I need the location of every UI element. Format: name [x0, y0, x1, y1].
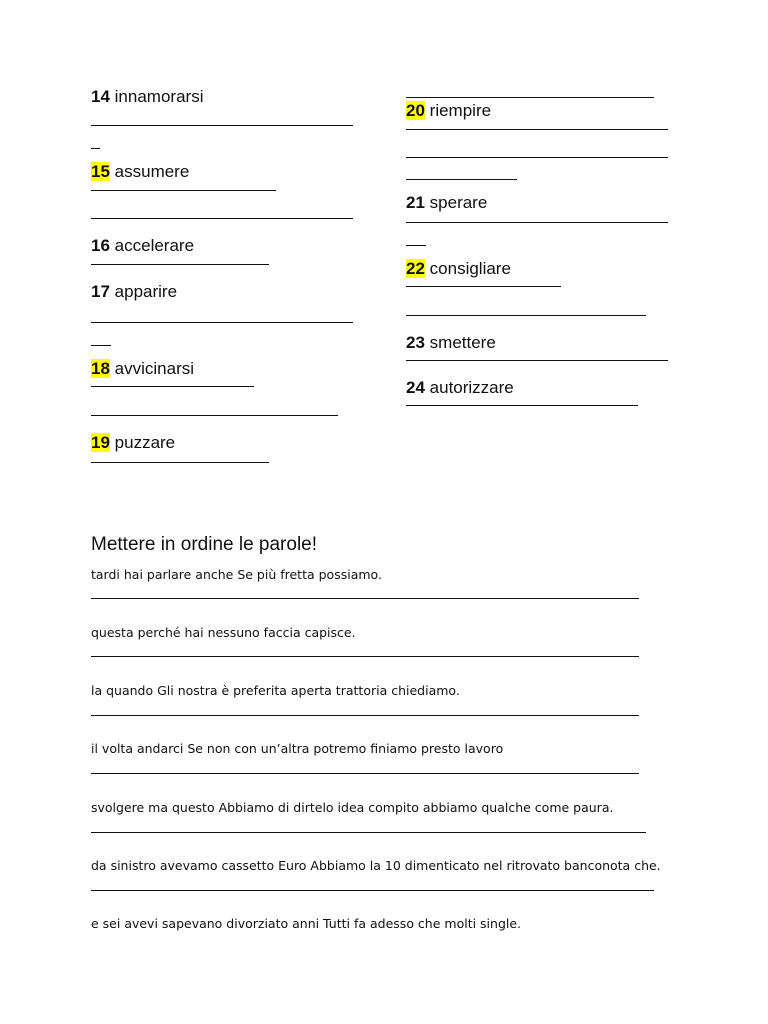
item-number: 21 — [406, 193, 425, 212]
answer-line-3[interactable] — [91, 715, 639, 716]
item-word: smettere — [429, 333, 496, 352]
item-19 — [91, 432, 361, 454]
sentence-4: il volta andarci Se non con un’altra potremo finiamo presto lavoro — [91, 741, 504, 756]
item-number: 20 — [406, 101, 425, 120]
answer-line-4[interactable] — [91, 773, 639, 774]
answer-line[interactable] — [406, 97, 654, 98]
item-number: 23 — [406, 333, 425, 352]
item-word: assumere — [114, 162, 190, 181]
item-17 — [91, 281, 361, 303]
item-word: autorizzare — [429, 378, 514, 397]
answer-line[interactable] — [91, 218, 353, 219]
item-word: sperare — [429, 193, 488, 212]
item-number: 22 — [406, 259, 425, 278]
answer-line[interactable] — [91, 125, 353, 126]
answer-line[interactable] — [406, 315, 646, 316]
left-column — [91, 86, 361, 463]
answer-line[interactable] — [91, 190, 276, 191]
item-number: 24 — [406, 378, 425, 397]
item-number: 16 — [91, 236, 110, 255]
answer-line[interactable] — [406, 286, 561, 287]
item-15 — [91, 161, 361, 183]
item-word: puzzare — [114, 433, 176, 452]
item-word: riempire — [429, 101, 492, 120]
answer-line[interactable] — [406, 157, 668, 158]
answer-line[interactable] — [91, 386, 254, 387]
answer-line[interactable] — [406, 245, 426, 246]
answer-line-5[interactable] — [91, 832, 646, 833]
answer-line-6[interactable] — [91, 890, 654, 891]
item-word: apparire — [114, 282, 178, 301]
answer-line[interactable] — [91, 148, 100, 149]
answer-line[interactable] — [406, 222, 668, 223]
answer-line[interactable] — [91, 415, 338, 416]
item-14 — [91, 86, 361, 108]
answer-line-1[interactable] — [91, 598, 639, 599]
item-number: 17 — [91, 282, 110, 301]
sentence-6: da sinistro avevamo cassetto Euro Abbiamo la 10 dimenticato nel ritrovato banconota che. — [91, 858, 661, 873]
item-word: accelerare — [114, 236, 195, 255]
item-number: 14 — [91, 87, 110, 106]
item-20 — [406, 100, 676, 122]
answer-line[interactable] — [91, 345, 111, 346]
sentence-2: questa perché hai nessuno faccia capisce. — [91, 625, 356, 640]
item-21 — [406, 192, 676, 214]
item-16 — [91, 235, 361, 257]
right-column — [406, 86, 676, 406]
sentence-1: tardi hai parlare anche Se più fretta possiamo. — [91, 567, 382, 582]
answer-line[interactable] — [91, 264, 269, 265]
answer-line-2[interactable] — [91, 656, 639, 657]
answer-line[interactable] — [406, 129, 668, 130]
item-number: 19 — [91, 433, 110, 452]
item-22 — [406, 258, 676, 280]
answer-line[interactable] — [406, 405, 638, 406]
item-number: 18 — [91, 359, 110, 378]
item-word: avvicinarsi — [114, 359, 195, 378]
answer-line[interactable] — [406, 360, 668, 361]
item-word: innamorarsi — [114, 87, 204, 106]
item-23 — [406, 332, 676, 354]
item-18 — [91, 358, 361, 380]
item-24 — [406, 377, 676, 399]
sentence-5: svolgere ma questo Abbiamo di dirtelo idea compito abbiamo qualche come paura. — [91, 800, 614, 815]
sentence-3: la quando Gli nostra è preferita aperta trattoria chiediamo. — [91, 683, 460, 698]
item-word: consigliare — [429, 259, 511, 278]
answer-line[interactable] — [406, 179, 517, 180]
answer-line[interactable] — [91, 462, 269, 463]
sentence-7: e sei avevi sapevano divorziato anni Tutti fa adesso che molti single. — [91, 916, 522, 931]
answer-line[interactable] — [91, 322, 353, 323]
section-title: Mettere in ordine le parole! — [91, 534, 318, 555]
item-number: 15 — [91, 162, 110, 181]
